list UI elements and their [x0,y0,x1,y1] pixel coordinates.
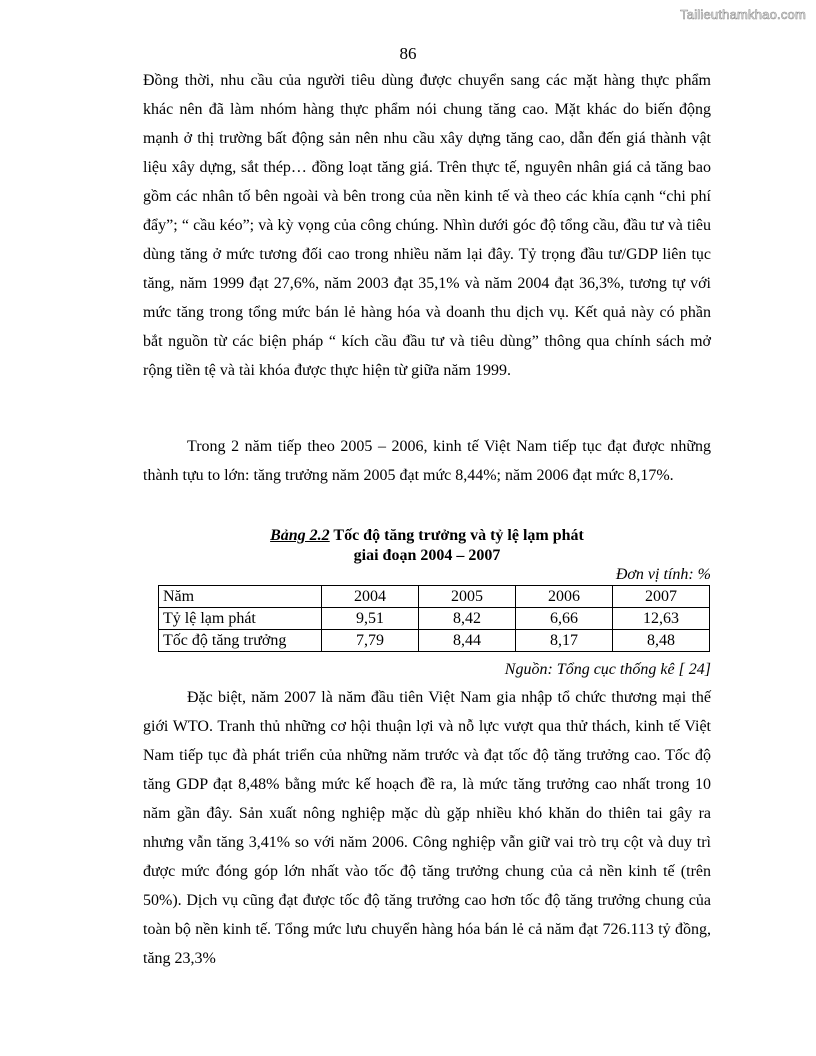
table-header-row [159,586,710,608]
paragraph-text: Đồng thời, nhu cầu của người tiêu dùng được chuyển sang các mặt hàng thực phẩm khác nên đã làm nhóm hàng thực phẩm nói chung tăng cao. Mặt khác do biến động mạnh ở thị trường bất động sản nên nhu cầu xây dựng tăng cao, dẫn đến giá thành vật liệu xây dựng, sắt thép… đồng loạt tăng giá. Trên thực tế, nguyên nhân giá cả tăng bao gồm các nhân tố bên ngoài và bên trong của nền kinh tế và theo các khía cạnh “chi phí đẩy”; “ cầu kéo”; và kỳ vọng của công chúng. Nhìn dưới góc độ tổng cầu, đầu tư và tiêu dùng tăng ở mức tương đối cao trong nhiều năm lại đây. Tỷ trọng đầu tư/GDP liên tục tăng, năm 1999 đạt 27,6%, năm 2003 đạt 35,1% và năm 2004 đạt 36,3%, tương tự với mức tăng trong tổng mức bán lẻ hàng hóa và doanh thu dịch vụ. Kết quả này có phần bắt nguồn từ các biện pháp “ kích cầu đầu tư và tiêu dùng” thông qua chính sách mở rộng tiền tệ và tài khóa được thực hiện từ giữa năm 1999. [143,72,711,379]
table-label: Bảng 2.2 [270,527,330,544]
paragraph-text: Đặc biệt, năm 2007 là năm đầu tiên Việt Nam gia nhập tổ chức thương mại thế giới WTO. Tranh thủ những cơ hội thuận lợi và nỗ lực vượt qua thử thách, kinh tế Việt Nam tiếp tục đà phát triển của những năm trước và đạt tốc độ tăng trưởng cao. Tốc độ tăng GDP đạt 8,48% bằng mức kế hoạch đề ra, là mức tăng trưởng cao nhất trong 10 năm gần đây. Sản xuất nông nghiệp mặc dù gặp nhiều khó khăn do thiên tai gây ra nhưng vẫn tăng 3,41% so với năm 2006. Công nghiệp vẫn giữ vai trò trụ cột và duy trì được mức đóng góp lớn nhất vào tốc độ tăng trưởng chung của cả nền kinh tế (trên 50%). Dịch vụ cũng đạt được tốc độ tăng trưởng cao hơn tốc độ tăng trưởng chung của toàn bộ nền kinh tế. Tổng mức lưu chuyển hàng hóa bán lẻ cả năm đạt 726.113 tỷ đồng, tăng 23,3% [143,689,711,967]
table-period: giai đoạn 2004 – 2007 [353,547,501,564]
value-cell: 8,17 [516,630,613,652]
body-paragraph-2 [143,432,711,490]
value-cell: 7,79 [322,630,419,652]
unit-note: Đơn vị tính: % [615,566,711,583]
body-paragraph-3 [143,683,711,973]
header-cell: 2007 [613,586,710,608]
value-cell: 6,66 [516,608,613,630]
page-number: 86 [399,44,417,63]
table-caption-line-1 [143,526,711,546]
table-row [159,608,710,630]
value-cell: 8,42 [419,608,516,630]
header-cell: Năm [159,586,322,608]
body-paragraph-1 [143,66,711,385]
source-note: Nguồn: Tổng cục thống kê [ 24] [504,661,711,678]
paragraph-text: Trong 2 năm tiếp theo 2005 – 2006, kinh tế Việt Nam tiếp tục đạt được những thành tựu to lớn: tăng trưởng năm 2005 đạt mức 8,44%; năm 2006 đạt mức 8,17%. [143,438,711,484]
watermark-text: Tailieuthamkhao.com [680,7,806,22]
row-label-cell: Tỷ lệ lạm phát [159,608,322,630]
row-label-cell: Tốc độ tăng trưởng [159,630,322,652]
data-table [158,585,710,652]
table-caption [143,526,711,566]
value-cell: 12,63 [613,608,710,630]
value-cell: 8,44 [419,630,516,652]
value-cell: 8,48 [613,630,710,652]
table-title: Tốc độ tăng trưởng và tỷ lệ lạm phát [333,527,584,544]
header-cell: 2006 [516,586,613,608]
header-cell: 2004 [322,586,419,608]
header-cell: 2005 [419,586,516,608]
table-row [159,630,710,652]
value-cell: 9,51 [322,608,419,630]
